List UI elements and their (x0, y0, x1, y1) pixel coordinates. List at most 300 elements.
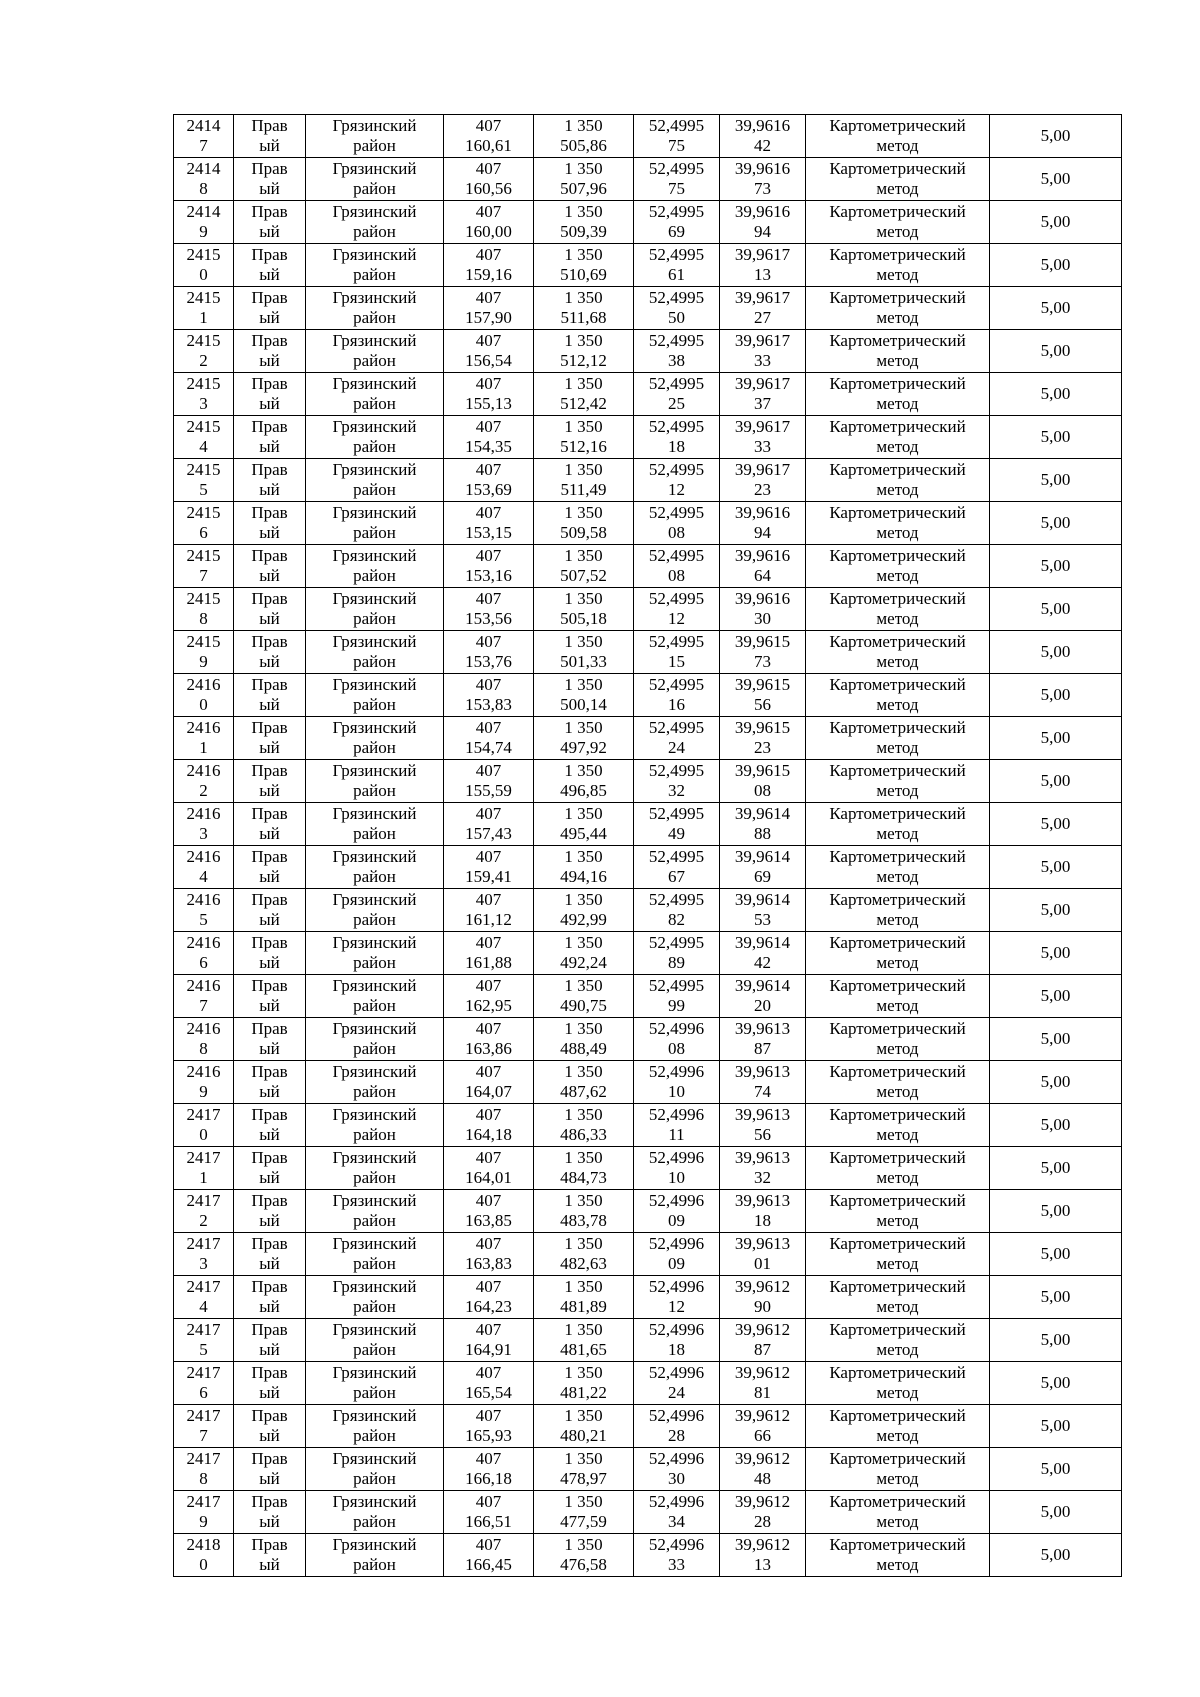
coordinate-y-cell-line: 512,12 (560, 351, 607, 370)
point-number-cell-line: 3 (199, 1254, 208, 1273)
method-cell (806, 588, 990, 631)
coordinate-x-cell-line: 407 (475, 589, 502, 608)
bank-side-cell-line: ый (259, 652, 280, 671)
coordinate-x-cell-line: 154,74 (465, 738, 512, 757)
point-number-cell-line: 0 (199, 695, 208, 714)
method-cell (806, 1018, 990, 1061)
longitude-cell (720, 760, 806, 803)
point-number-cell-line: 2416 (186, 804, 221, 823)
coordinate-x-cell-line: 165,54 (465, 1383, 512, 1402)
method-cell-line: Картометрический (829, 1535, 966, 1554)
coordinate-y-cell-line: 1 350 (564, 546, 603, 565)
coordinate-x-cell-line: 407 (475, 718, 502, 737)
point-number-cell-line: 3 (199, 824, 208, 843)
point-number-cell-line: 0 (199, 265, 208, 284)
longitude-cell-line: 87 (754, 1340, 771, 1359)
coordinate-y-cell-line: 1 350 (564, 288, 603, 307)
longitude-cell (720, 1104, 806, 1147)
accuracy-cell: 5,00 (990, 115, 1122, 158)
method-cell (806, 1448, 990, 1491)
coordinate-y-cell (534, 889, 634, 932)
bank-side-cell-line: Прав (251, 1191, 288, 1210)
coordinate-y-cell-line: 1 350 (564, 460, 603, 479)
longitude-cell-line: 39,9612 (734, 1492, 791, 1511)
bank-side-cell (234, 373, 306, 416)
point-number-cell-line: 2415 (186, 288, 221, 307)
method-cell-line: метод (876, 867, 919, 886)
coordinate-x-cell-line: 407 (475, 761, 502, 780)
coordinate-y-cell (534, 1491, 634, 1534)
coordinate-y-cell (534, 1233, 634, 1276)
point-number-cell-line: 2415 (186, 589, 221, 608)
method-cell-line: Картометрический (829, 1105, 966, 1124)
latitude-cell-line: 52,4996 (648, 1492, 705, 1511)
longitude-cell (720, 287, 806, 330)
point-number-cell (174, 1534, 234, 1577)
method-cell-line: метод (876, 1512, 919, 1531)
latitude-cell (634, 287, 720, 330)
longitude-cell-line: 20 (754, 996, 771, 1015)
latitude-cell (634, 846, 720, 889)
coordinate-x-cell (444, 1276, 534, 1319)
latitude-cell-line: 25 (668, 394, 685, 413)
bank-side-cell-line: ый (259, 910, 280, 929)
point-number-cell (174, 287, 234, 330)
district-cell-line: Грязинский (332, 718, 417, 737)
longitude-cell-line: 39,9613 (734, 1191, 791, 1210)
coordinate-y-cell-line: 1 350 (564, 718, 603, 737)
coordinate-x-cell-line: 160,00 (465, 222, 512, 241)
method-cell (806, 545, 990, 588)
district-cell-line: Грязинский (332, 1019, 417, 1038)
longitude-cell-line: 39,9616 (734, 589, 791, 608)
coordinate-x-cell-line: 407 (475, 933, 502, 952)
coordinate-y-cell-line: 1 350 (564, 159, 603, 178)
longitude-cell-line: 42 (754, 953, 771, 972)
bank-side-cell (234, 459, 306, 502)
coordinate-y-cell-line: 1 350 (564, 331, 603, 350)
coordinate-y-cell-line: 509,39 (560, 222, 607, 241)
coordinate-x-cell-line: 163,85 (465, 1211, 512, 1230)
district-cell (306, 932, 444, 975)
table-row (174, 803, 1122, 846)
point-number-cell (174, 846, 234, 889)
latitude-cell-line: 52,4996 (648, 1449, 705, 1468)
latitude-cell (634, 330, 720, 373)
table-row (174, 1534, 1122, 1577)
longitude-cell-line: 73 (754, 179, 771, 198)
latitude-cell (634, 1104, 720, 1147)
bank-side-cell (234, 1104, 306, 1147)
bank-side-cell-line: ый (259, 1555, 280, 1574)
latitude-cell-line: 52,4995 (648, 761, 705, 780)
table-row (174, 1448, 1122, 1491)
bank-side-cell-line: ый (259, 437, 280, 456)
point-number-cell (174, 760, 234, 803)
bank-side-cell-line: ый (259, 1082, 280, 1101)
point-number-cell-line: 2416 (186, 933, 221, 952)
coordinate-x-cell-line: 162,95 (465, 996, 512, 1015)
district-cell-line: район (353, 1426, 396, 1445)
coordinate-y-cell-line: 1 350 (564, 1406, 603, 1425)
method-cell (806, 158, 990, 201)
table-row (174, 975, 1122, 1018)
coordinate-y-cell (534, 459, 634, 502)
longitude-cell (720, 1362, 806, 1405)
coordinate-x-cell (444, 115, 534, 158)
table-row (174, 545, 1122, 588)
method-cell-line: Картометрический (829, 503, 966, 522)
method-cell-line: метод (876, 523, 919, 542)
latitude-cell-line: 30 (668, 1469, 685, 1488)
coordinate-x-cell (444, 1405, 534, 1448)
method-cell-line: Картометрический (829, 1062, 966, 1081)
latitude-cell-line: 18 (668, 1340, 685, 1359)
coordinate-y-cell-line: 1 350 (564, 976, 603, 995)
coordinate-y-cell (534, 1319, 634, 1362)
coordinate-y-cell-line: 1 350 (564, 847, 603, 866)
coordinate-x-cell (444, 803, 534, 846)
district-cell-line: Грязинский (332, 331, 417, 350)
bank-side-cell (234, 1190, 306, 1233)
district-cell-line: Грязинский (332, 1535, 417, 1554)
latitude-cell-line: 52,4995 (648, 976, 705, 995)
bank-side-cell-line: ый (259, 1039, 280, 1058)
bank-side-cell-line: Прав (251, 245, 288, 264)
point-number-cell-line: 0 (199, 1555, 208, 1574)
coordinate-x-cell (444, 1104, 534, 1147)
bank-side-cell-line: ый (259, 695, 280, 714)
accuracy-cell: 5,00 (990, 846, 1122, 889)
latitude-cell-line: 12 (668, 480, 685, 499)
latitude-cell-line: 33 (668, 1555, 685, 1574)
bank-side-cell (234, 1362, 306, 1405)
coordinate-x-cell-line: 407 (475, 331, 502, 350)
coordinate-x-cell-line: 166,18 (465, 1469, 512, 1488)
point-number-cell-line: 2417 (186, 1105, 221, 1124)
point-number-cell (174, 373, 234, 416)
method-cell-line: Картометрический (829, 976, 966, 995)
bank-side-cell (234, 1405, 306, 1448)
latitude-cell-line: 52,4996 (648, 1148, 705, 1167)
district-cell-line: район (353, 1297, 396, 1316)
accuracy-cell: 5,00 (990, 502, 1122, 545)
method-cell-line: Картометрический (829, 847, 966, 866)
table-row (174, 1061, 1122, 1104)
method-cell-line: Картометрический (829, 116, 966, 135)
coordinate-x-cell (444, 502, 534, 545)
district-cell (306, 1190, 444, 1233)
accuracy-cell: 5,00 (990, 1147, 1122, 1190)
district-cell-line: Грязинский (332, 1105, 417, 1124)
coordinate-y-cell (534, 1534, 634, 1577)
district-cell-line: район (353, 867, 396, 886)
coordinate-y-cell (534, 674, 634, 717)
method-cell-line: Картометрический (829, 417, 966, 436)
coordinate-x-cell-line: 407 (475, 1062, 502, 1081)
coordinate-x-cell-line: 166,45 (465, 1555, 512, 1574)
method-cell (806, 416, 990, 459)
table-row (174, 115, 1122, 158)
method-cell-line: метод (876, 1297, 919, 1316)
coordinate-y-cell-line: 1 350 (564, 1449, 603, 1468)
longitude-cell-line: 66 (754, 1426, 771, 1445)
point-number-cell-line: 5 (199, 1340, 208, 1359)
longitude-cell (720, 1276, 806, 1319)
coordinate-y-cell (534, 1147, 634, 1190)
point-number-cell-line: 4 (199, 867, 208, 886)
method-cell (806, 760, 990, 803)
latitude-cell-line: 52,4996 (648, 1062, 705, 1081)
district-cell-line: район (353, 953, 396, 972)
coordinate-y-cell (534, 1448, 634, 1491)
longitude-cell-line: 56 (754, 1125, 771, 1144)
accuracy-cell: 5,00 (990, 545, 1122, 588)
point-number-cell-line: 8 (199, 179, 208, 198)
method-cell-line: метод (876, 738, 919, 757)
district-cell (306, 287, 444, 330)
bank-side-cell-line: ый (259, 136, 280, 155)
longitude-cell-line: 39,9612 (734, 1449, 791, 1468)
coordinate-y-cell-line: 1 350 (564, 761, 603, 780)
district-cell-line: район (353, 1469, 396, 1488)
coordinate-x-cell-line: 163,86 (465, 1039, 512, 1058)
district-cell-line: Грязинский (332, 675, 417, 694)
accuracy-cell: 5,00 (990, 588, 1122, 631)
district-cell-line: Грязинский (332, 589, 417, 608)
latitude-cell (634, 1233, 720, 1276)
coordinate-y-cell (534, 1405, 634, 1448)
coordinate-x-cell (444, 717, 534, 760)
district-cell-line: район (353, 437, 396, 456)
point-number-cell-line: 7 (199, 996, 208, 1015)
point-number-cell-line: 1 (199, 738, 208, 757)
latitude-cell-line: 52,4996 (648, 1191, 705, 1210)
district-cell-line: район (353, 1555, 396, 1574)
longitude-cell-line: 87 (754, 1039, 771, 1058)
coordinate-x-cell-line: 407 (475, 976, 502, 995)
point-number-cell-line: 2417 (186, 1234, 221, 1253)
point-number-cell (174, 201, 234, 244)
point-number-cell (174, 330, 234, 373)
coordinate-x-cell-line: 407 (475, 116, 502, 135)
coordinate-x-cell-line: 153,16 (465, 566, 512, 585)
longitude-cell-line: 39,9617 (734, 460, 791, 479)
coordinate-y-cell-line: 481,89 (560, 1297, 607, 1316)
method-cell-line: метод (876, 1426, 919, 1445)
coordinate-y-cell-line: 476,58 (560, 1555, 607, 1574)
bank-side-cell-line: ый (259, 1512, 280, 1531)
coordinate-y-cell-line: 488,49 (560, 1039, 607, 1058)
method-cell-line: Картометрический (829, 1492, 966, 1511)
latitude-cell-line: 89 (668, 953, 685, 972)
longitude-cell-line: 39,9616 (734, 202, 791, 221)
coordinate-x-cell-line: 407 (475, 847, 502, 866)
longitude-cell (720, 115, 806, 158)
coordinate-y-cell (534, 803, 634, 846)
latitude-cell (634, 1319, 720, 1362)
coordinate-x-cell-line: 153,15 (465, 523, 512, 542)
table-row (174, 1018, 1122, 1061)
point-number-cell-line: 8 (199, 1039, 208, 1058)
method-cell (806, 330, 990, 373)
coordinate-y-cell-line: 492,24 (560, 953, 607, 972)
longitude-cell (720, 1491, 806, 1534)
point-number-cell-line: 1 (199, 308, 208, 327)
coordinate-x-cell-line: 164,91 (465, 1340, 512, 1359)
bank-side-cell-line: ый (259, 1340, 280, 1359)
method-cell-line: Картометрический (829, 1449, 966, 1468)
bank-side-cell (234, 158, 306, 201)
latitude-cell (634, 416, 720, 459)
accuracy-cell: 5,00 (990, 201, 1122, 244)
point-number-cell-line: 9 (199, 1082, 208, 1101)
district-cell (306, 1276, 444, 1319)
longitude-cell (720, 158, 806, 201)
coordinate-y-cell-line: 1 350 (564, 589, 603, 608)
coordinate-y-cell-line: 478,97 (560, 1469, 607, 1488)
method-cell-line: Картометрический (829, 245, 966, 264)
coordinate-x-cell-line: 407 (475, 1234, 502, 1253)
latitude-cell-line: 09 (668, 1254, 685, 1273)
coordinate-x-cell-line: 154,35 (465, 437, 512, 456)
bank-side-cell (234, 201, 306, 244)
coordinate-y-cell (534, 287, 634, 330)
coordinate-y-cell-line: 1 350 (564, 202, 603, 221)
coordinate-x-cell (444, 1190, 534, 1233)
district-cell-line: район (353, 480, 396, 499)
point-number-cell-line: 2414 (186, 116, 221, 135)
coordinate-y-cell (534, 115, 634, 158)
method-cell-line: метод (876, 136, 919, 155)
table-row (174, 373, 1122, 416)
method-cell-line: метод (876, 652, 919, 671)
coordinate-y-cell (534, 932, 634, 975)
point-number-cell (174, 1190, 234, 1233)
longitude-cell (720, 717, 806, 760)
bank-side-cell-line: ый (259, 609, 280, 628)
coordinate-x-cell (444, 760, 534, 803)
district-cell-line: район (353, 265, 396, 284)
longitude-cell-line: 94 (754, 222, 771, 241)
point-number-cell-line: 7 (199, 1426, 208, 1445)
point-number-cell (174, 416, 234, 459)
table-row (174, 1147, 1122, 1190)
coordinate-y-cell-line: 505,18 (560, 609, 607, 628)
coordinate-x-cell (444, 1061, 534, 1104)
method-cell (806, 1491, 990, 1534)
point-number-cell (174, 545, 234, 588)
method-cell-line: метод (876, 1082, 919, 1101)
coordinate-y-cell (534, 717, 634, 760)
accuracy-cell: 5,00 (990, 1534, 1122, 1577)
accuracy-cell: 5,00 (990, 1190, 1122, 1233)
coordinate-y-cell-line: 490,75 (560, 996, 607, 1015)
method-cell-line: Картометрический (829, 933, 966, 952)
longitude-cell-line: 39,9616 (734, 116, 791, 135)
longitude-cell (720, 889, 806, 932)
table-row (174, 416, 1122, 459)
district-cell-line: район (353, 1512, 396, 1531)
method-cell-line: метод (876, 953, 919, 972)
method-cell-line: метод (876, 996, 919, 1015)
method-cell-line: метод (876, 1469, 919, 1488)
district-cell-line: район (353, 996, 396, 1015)
longitude-cell-line: 39,9617 (734, 288, 791, 307)
district-cell (306, 330, 444, 373)
longitude-cell-line: 23 (754, 738, 771, 757)
point-number-cell-line: 2417 (186, 1148, 221, 1167)
coordinate-y-cell-line: 500,14 (560, 695, 607, 714)
bank-side-cell-line: Прав (251, 331, 288, 350)
bank-side-cell-line: ый (259, 394, 280, 413)
coordinate-x-cell-line: 155,59 (465, 781, 512, 800)
district-cell-line: район (353, 351, 396, 370)
coordinate-x-cell-line: 407 (475, 202, 502, 221)
coordinate-x-cell-line: 159,41 (465, 867, 512, 886)
coordinate-x-cell (444, 1491, 534, 1534)
coordinate-y-cell-line: 496,85 (560, 781, 607, 800)
longitude-cell-line: 39,9613 (734, 1148, 791, 1167)
point-number-cell-line: 2416 (186, 718, 221, 737)
latitude-cell-line: 52,4995 (648, 245, 705, 264)
point-number-cell (174, 1233, 234, 1276)
coordinate-x-cell-line: 156,54 (465, 351, 512, 370)
coordinate-x-cell-line: 407 (475, 804, 502, 823)
coordinate-y-cell-line: 484,73 (560, 1168, 607, 1187)
bank-side-cell (234, 674, 306, 717)
latitude-cell-line: 52,4995 (648, 116, 705, 135)
bank-side-cell (234, 244, 306, 287)
bank-side-cell-line: Прав (251, 460, 288, 479)
method-cell-line: Картометрический (829, 288, 966, 307)
district-cell-line: Грязинский (332, 116, 417, 135)
longitude-cell (720, 631, 806, 674)
bank-side-cell-line: Прав (251, 1449, 288, 1468)
bank-side-cell (234, 502, 306, 545)
latitude-cell (634, 1491, 720, 1534)
bank-side-cell-line: Прав (251, 288, 288, 307)
coordinate-y-cell-line: 1 350 (564, 1277, 603, 1296)
bank-side-cell-line: Прав (251, 1019, 288, 1038)
point-number-cell-line: 2417 (186, 1406, 221, 1425)
accuracy-cell: 5,00 (990, 1276, 1122, 1319)
coordinate-x-cell-line: 407 (475, 1191, 502, 1210)
coordinate-y-cell (534, 1018, 634, 1061)
method-cell-line: Картометрический (829, 1234, 966, 1253)
accuracy-cell: 5,00 (990, 1061, 1122, 1104)
district-cell-line: Грязинский (332, 1277, 417, 1296)
coordinate-x-cell-line: 407 (475, 1492, 502, 1511)
longitude-cell-line: 39,9614 (734, 976, 791, 995)
longitude-cell-line: 39,9615 (734, 675, 791, 694)
district-cell-line: район (353, 222, 396, 241)
district-cell-line: район (353, 1039, 396, 1058)
bank-side-cell-line: ый (259, 1254, 280, 1273)
method-cell-line: метод (876, 1383, 919, 1402)
point-number-cell (174, 1104, 234, 1147)
bank-side-cell-line: Прав (251, 1320, 288, 1339)
point-number-cell-line: 2417 (186, 1363, 221, 1382)
longitude-cell-line: 42 (754, 136, 771, 155)
point-number-cell-line: 8 (199, 1469, 208, 1488)
bank-side-cell-line: Прав (251, 1277, 288, 1296)
bank-side-cell (234, 846, 306, 889)
method-cell (806, 1190, 990, 1233)
coordinate-x-cell (444, 631, 534, 674)
district-cell-line: район (353, 824, 396, 843)
method-cell-line: метод (876, 1211, 919, 1230)
